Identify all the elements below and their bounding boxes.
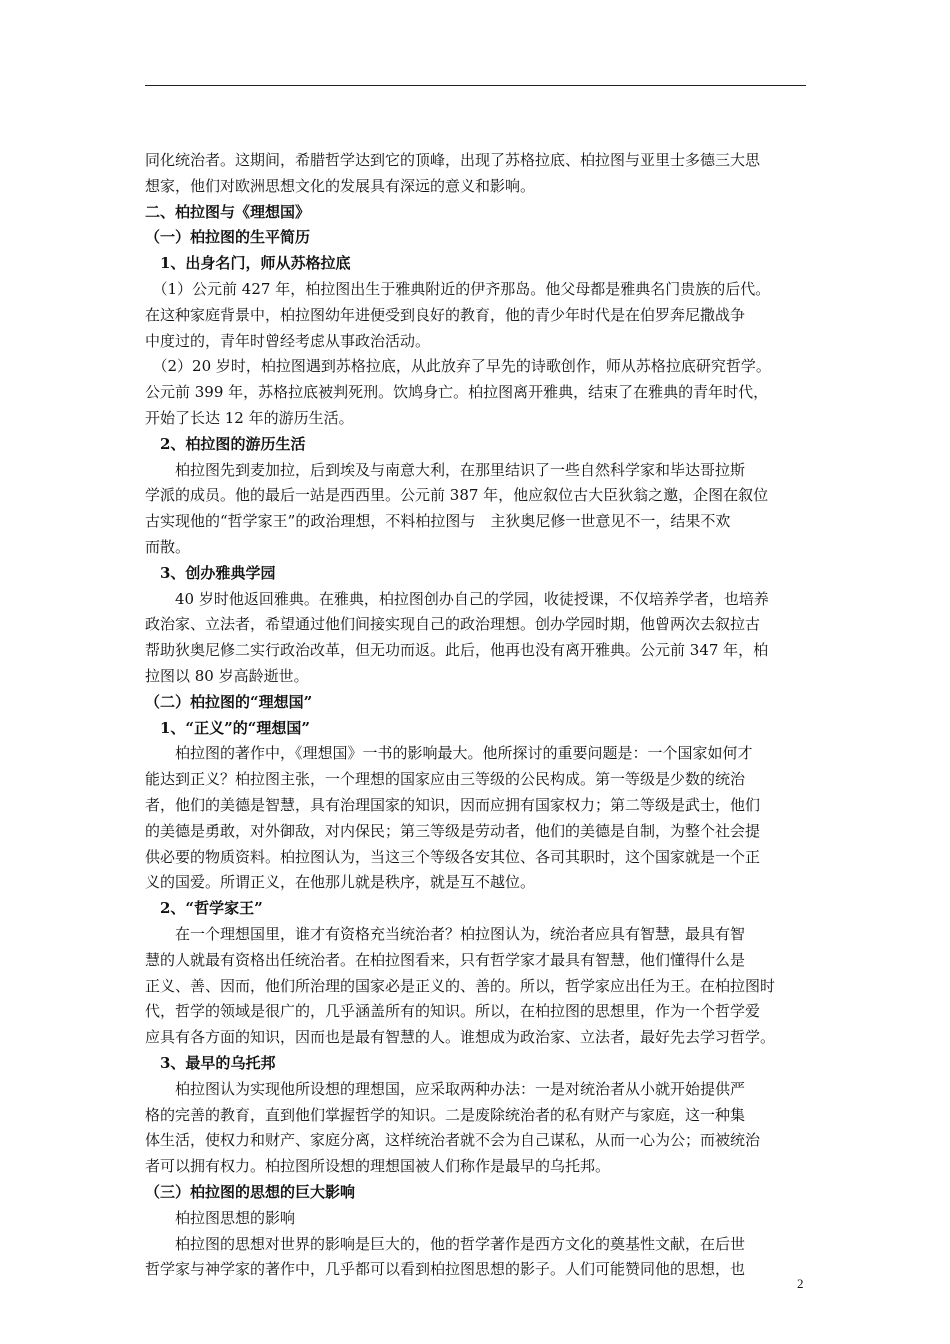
section-heading: 3、创办雅典学园 xyxy=(145,564,276,582)
section-heading: 3、最早的乌托邦 xyxy=(145,1054,276,1072)
paragraph-line: 应具有各方面的知识，因而也是最有智慧的人。谁想成为政治家、立法者，最好先去学习哲学。 xyxy=(145,1028,776,1046)
paragraph-line: 学派的成员。他的最后一站是西西里。公元前 387 年，他应叙位古大臣狄翁之邀，企图在叙位 xyxy=(145,486,769,504)
paragraph-line: 拉图以 80 岁高龄逝世。 xyxy=(145,667,309,685)
paragraph-line: 正义、善、因而，他们所治理的国家必是正义的、善的。所以，哲学家应出任为王。在柏拉图时 xyxy=(145,977,776,995)
section-heading: 2、柏拉图的游历生活 xyxy=(145,435,306,453)
paragraph-line: 帮助狄奥尼修二实行政治改革，但无功而返。此后，他再也没有离开雅典。公元前 347 年，柏 xyxy=(145,641,769,659)
paragraph-line: 的美德是勇敢，对外御敌，对内保民；第三等级是劳动者，他们的美德是自制，为整个社会提 xyxy=(145,822,761,840)
paragraph-line: 柏拉图先到麦加拉，后到埃及与南意大利，在那里结识了一些自然科学家和毕达哥拉斯 xyxy=(145,461,746,479)
paragraph-line: 供必要的物质资料。柏拉图认为，当这三个等级各安其位、各司其职时，这个国家就是一个正 xyxy=(145,848,761,866)
paragraph-line: 想家，他们对欧洲思想文化的发展具有深远的意义和影响。 xyxy=(145,177,536,195)
paragraph-line: 公元前 399 年，苏格拉底被判死刑。饮鸠身亡。柏拉图离开雅典，结束了在雅典的青年时代， xyxy=(145,383,769,401)
paragraph-line: 格的完善的教育，直到他们掌握哲学的知识。二是废除统治者的私有财产与家庭，这一种集 xyxy=(145,1106,746,1124)
paragraph-line: 者可以拥有权力。柏拉图所设想的理想国被人们称作是最早的乌托邦。 xyxy=(145,1157,611,1175)
paragraph-line: 同化统治者。这期间，希腊哲学达到它的顶峰，出现了苏格拉底、柏拉图与亚里士多德三大思 xyxy=(145,151,761,169)
paragraph-line: 代，哲学的领域是很广的，几乎涵盖所有的知识。所以，在柏拉图的思想里，作为一个哲学爱 xyxy=(145,1002,761,1020)
section-heading: （二）柏拉图的“理想国” xyxy=(145,693,313,711)
paragraph-line: 慧的人就最有资格出任统治者。在柏拉图看来，只有哲学家才最具有智慧，他们懂得什么是 xyxy=(145,951,746,969)
header-rule xyxy=(145,85,806,86)
paragraph-line: 能达到正义？柏拉图主张，一个理想的国家应由三等级的公民构成。第一等级是少数的统治 xyxy=(145,770,746,788)
section-heading: 二、柏拉图与《理想国》 xyxy=(145,203,311,221)
paragraph-line: 柏拉图的著作中，《理想国》一书的影响最大。他所探讨的重要问题是：一个国家如何才 xyxy=(145,744,753,762)
paragraph-line: 而散。 xyxy=(145,538,191,556)
paragraph-line: 古实现他的“哲学家王”的政治理想，不料柏拉图与 主狄奥尼修一世意见不一，结果不欢 xyxy=(145,512,731,530)
paragraph-line: 在这种家庭背景中，柏拉图幼年进便受到良好的教育，他的青少年时代是在伯罗奔尼撒战争 xyxy=(145,306,746,324)
paragraph-line: 者，他们的美德是智慧，具有治理国家的知识，因而应拥有国家权力；第二等级是武士，他们 xyxy=(145,796,761,814)
paragraph-line: 在一个理想国里，谁才有资格充当统治者？柏拉图认为，统治者应具有智慧，最具有智 xyxy=(145,925,746,943)
paragraph-line: 柏拉图认为实现他所设想的理想国，应采取两种办法：一是对统治者从小就开始提供严 xyxy=(145,1080,746,1098)
section-heading: （一）柏拉图的生平简历 xyxy=(145,228,311,246)
paragraph-line: 开始了长达 12 年的游历生活。 xyxy=(145,409,354,427)
section-heading: 1、“正义”的“理想国” xyxy=(145,719,310,737)
paragraph-line: （1）公元前 427 年，柏拉图出生于雅典附近的伊齐那岛。他父母都是雅典名门贵族的后代。 xyxy=(145,280,771,298)
section-heading: 2、“哲学家王” xyxy=(145,899,263,917)
paragraph-line: 柏拉图思想的影响 xyxy=(145,1209,296,1227)
paragraph-line: 40 岁时他返回雅典。在雅典，柏拉图创办自己的学园，收徒授课，不仅培养学者，也培养 xyxy=(145,590,769,608)
paragraph-line: 义的国爱。所谓正义，在他那儿就是秩序，就是互不越位。 xyxy=(145,873,536,891)
paragraph-line: 体生活，使权力和财产、家庭分离，这样统治者就不会为自己谋私，从而一心为公；而被统治 xyxy=(145,1131,761,1149)
paragraph-line: 中度过的，青年时曾经考虑从事政治活动。 xyxy=(145,332,431,350)
paragraph-line: 政治家、立法者，希望通过他们间接实现自己的政治理想。创办学园时期，他曾两次去叙拉古 xyxy=(145,615,761,633)
section-heading: 1、出身名门，师从苏格拉底 xyxy=(145,254,351,272)
paragraph-line: 哲学家与神学家的著作中，几乎都可以看到柏拉图思想的影子。人们可能赞同他的思想，也 xyxy=(145,1260,746,1278)
paragraph-line: 柏拉图的思想对世界的影响是巨大的，他的哲学著作是西方文化的奠基性文献，在后世 xyxy=(145,1235,746,1253)
section-heading: （三）柏拉图的思想的巨大影响 xyxy=(145,1183,356,1201)
page-number: 2 xyxy=(797,1276,804,1291)
paragraph-line: （2）20 岁时，柏拉图遇到苏格拉底，从此放弃了早先的诗歌创作，师从苏格拉底研究哲学。 xyxy=(145,357,771,375)
